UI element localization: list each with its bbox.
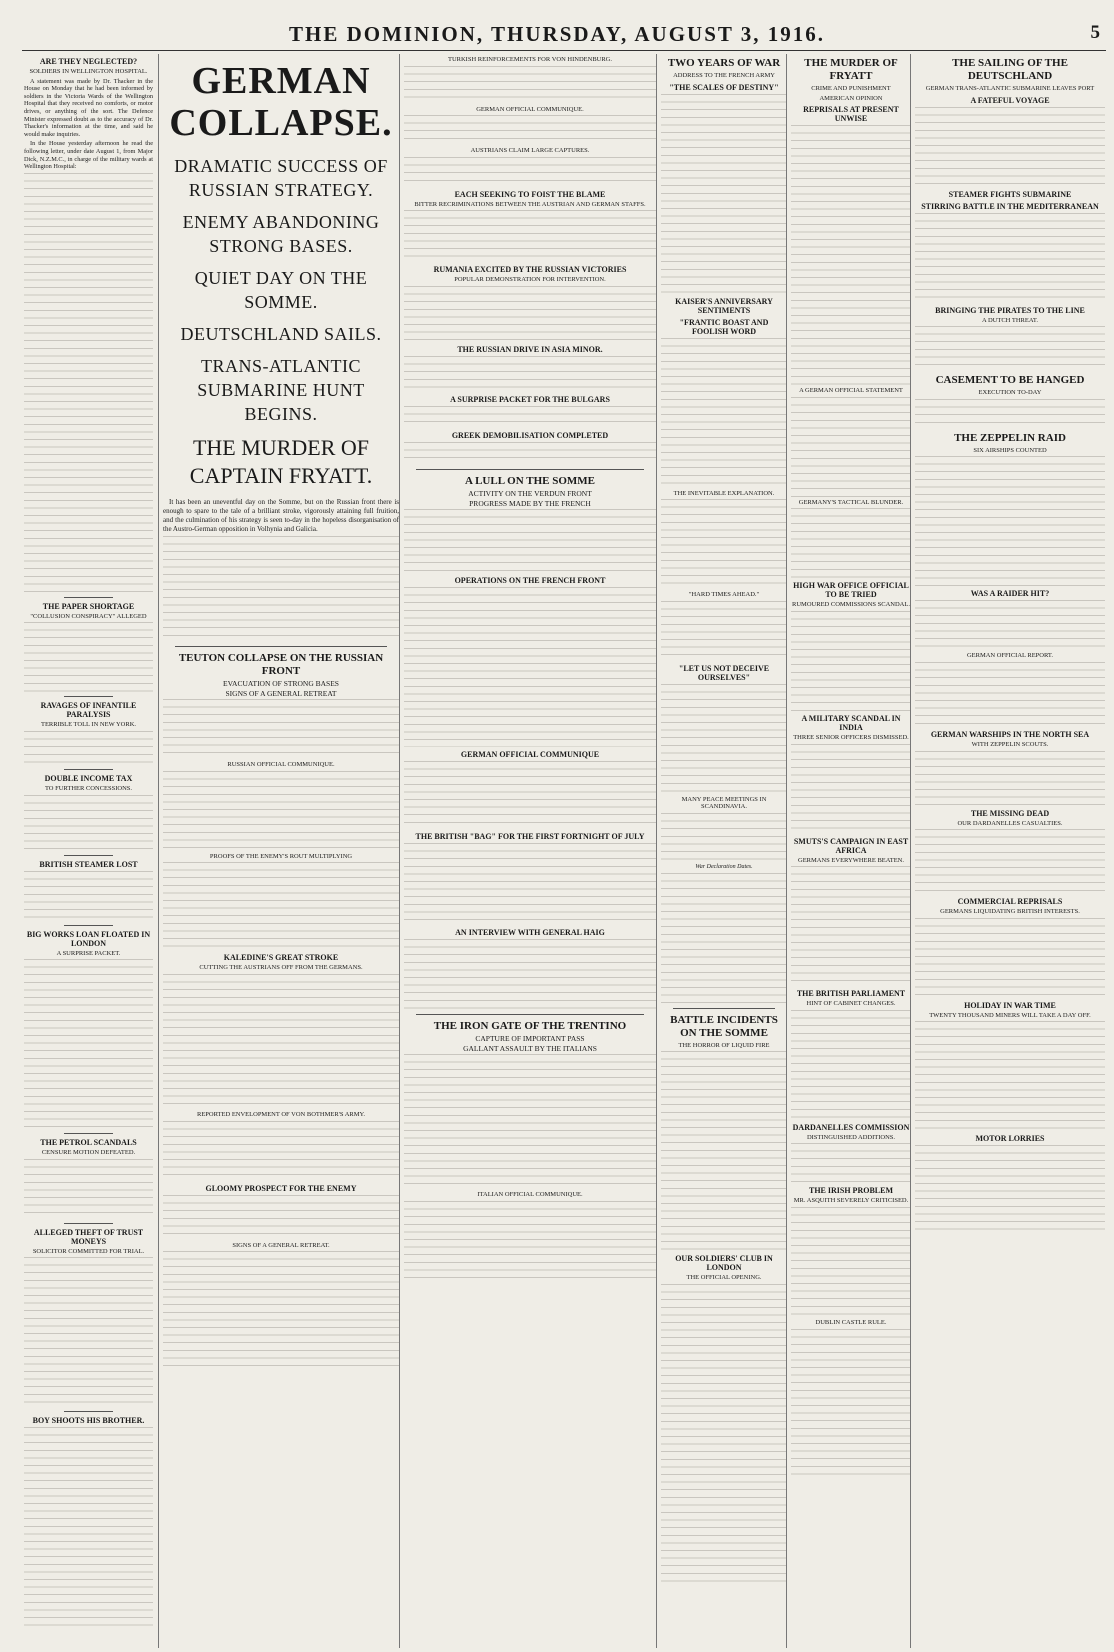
body-text-block — [915, 1145, 1105, 1235]
article-heading: BIG WORKS LOAN FLOATED IN LONDON — [26, 929, 151, 948]
article-subheading: ADDRESS TO THE FRENCH ARMY — [673, 72, 775, 79]
article-paragraph: A statement was made by Dr. Thacker in the House on Monday that he had been informed by soldiers in the Victoria Wards of the Wellington Hospital that they received no comforts, or motor drives, or anything of the sort. The Defence Minister expressed doubt as to the accuracy of Dr. Thacker's information at the time, and said he would make inquiries. — [24, 77, 153, 138]
body-text-block — [404, 587, 656, 747]
body-text-block — [915, 399, 1105, 429]
page-number: 5 — [1090, 22, 1100, 43]
article-heading: A LULL ON THE SOMME — [465, 474, 595, 487]
article-heading: OUR SOLDIERS' CLUB IN LONDON — [675, 1254, 773, 1273]
body-text-block — [661, 338, 787, 488]
divider — [64, 1411, 113, 1412]
body-text-block — [163, 974, 399, 1109]
body-text-block — [404, 286, 656, 342]
masthead — [0, 0, 1114, 48]
body-text-block — [661, 873, 787, 1003]
body-text-block — [404, 210, 656, 262]
article-heading: "LET US NOT DECEIVE OURSELVES" — [678, 663, 770, 682]
article-subheading: GERMANS EVERYWHERE BEATEN. — [798, 856, 904, 864]
article-heading: BRINGING THE PIRATES TO THE LINE — [935, 305, 1085, 315]
article-heading: THE BRITISH "BAG" FOR THE FIRST FORTNIGHT OF JULY — [415, 832, 645, 842]
article-subheading: WITH ZEPPELIN SCOUTS. — [971, 740, 1049, 748]
body-text-block — [661, 813, 787, 863]
divider — [64, 925, 113, 926]
article-subheading: REPORTED ENVELOPMENT OF VON BOTHMER'S ARMY. — [197, 1110, 365, 1118]
body-text-block — [24, 1257, 153, 1407]
article-subheading: War Declaration Dates. — [695, 863, 753, 870]
body-text-block — [791, 866, 911, 986]
article-heading: THE PAPER SHORTAGE — [42, 601, 135, 611]
article-subheading: TURKISH REINFORCEMENTS FOR VON HINDENBURG. — [447, 56, 613, 63]
body-text-block — [24, 871, 153, 921]
article-heading: OPERATIONS ON THE FRENCH FRONT — [454, 576, 606, 586]
article-subheading: A SURPRISE PACKET. — [56, 949, 121, 957]
article-heading: TEUTON COLLAPSE ON THE RUSSIAN FRONT — [178, 652, 384, 677]
body-text-block — [791, 397, 911, 497]
article-subheading: GERMANY'S TACTICAL BLUNDER. — [798, 498, 904, 506]
body-text-block — [661, 684, 787, 794]
article-subheading: SIX AIRSHIPS COUNTED — [973, 446, 1047, 454]
article-subheading: TERRIBLE TOLL IN NEW YORK. — [40, 721, 137, 729]
article-subheading: THE OFFICIAL OPENING. — [686, 1274, 762, 1282]
lead-paragraph: It has been an uneventful day on the Somme, but on the Russian front there is enough to spare to the tale of a brilliant stroke, vigorously attaining full fruition, and the culmination of his strategy is seen to-day in the hopeless disorganisation of the Austro-German opposition in Volhynia and Galicia. — [163, 498, 399, 533]
article-subheading: THE HORROR OF LIQUID FIRE — [678, 1041, 770, 1049]
body-text-block — [163, 536, 399, 641]
article-heading: EACH SEEKING TO FOIST THE BLAME — [454, 189, 606, 199]
article-subheading: DISTINGUISHED ADDITIONS. — [806, 1133, 896, 1141]
article-subheading: SIGNS OF A GENERAL RETREAT — [225, 688, 337, 698]
article-subheading: SOLICITOR COMMITTED FOR TRIAL. — [32, 1247, 145, 1255]
body-text-block — [24, 622, 153, 692]
body-text-block — [404, 356, 656, 392]
article-heading: A FATEFUL VOYAGE — [970, 95, 1050, 105]
newspaper-title: THE DOMINION, THURSDAY, AUGUST 3, 1916. — [288, 22, 826, 46]
body-text-block — [404, 66, 656, 104]
article-subheading: CRIME AND PUNISHMENT — [811, 85, 891, 92]
body-text-block — [915, 1021, 1105, 1131]
column-1 — [24, 54, 157, 1648]
article-heading: HOLIDAY IN WAR TIME — [964, 1000, 1056, 1010]
article-heading: STIRRING BATTLE IN THE MEDITERRANEAN — [921, 201, 1099, 211]
divider — [64, 597, 113, 598]
body-text-block — [404, 509, 656, 573]
article-heading: THE ZEPPELIN RAID — [954, 431, 1066, 444]
body-text-block — [661, 601, 787, 661]
body-text-block — [791, 1143, 911, 1183]
article-subheading: CENSURE MOTION DEFEATED. — [41, 1149, 136, 1157]
body-text-block — [163, 1251, 399, 1371]
headline-deck: THE MURDER OF CAPTAIN FRYATT. — [189, 435, 373, 488]
body-text-block — [404, 939, 656, 1009]
article-heading: RAVAGES OF INFANTILE PARALYSIS — [40, 701, 137, 720]
body-text-block — [661, 1051, 787, 1251]
article-subheading: POPULAR DEMONSTRATION FOR INTERVENTION. — [454, 276, 606, 284]
column-6 — [910, 54, 1109, 1648]
article-heading: ARE THEY NEGLECTED? — [39, 57, 138, 66]
body-text-block — [163, 771, 399, 851]
article-heading: RUMANIA EXCITED BY THE RUSSIAN VICTORIES — [433, 265, 627, 275]
article-subheading: A DUTCH THREAT. — [982, 316, 1038, 324]
divider — [175, 646, 387, 647]
article-heading: HIGH WAR OFFICE OFFICIAL TO BE TRIED — [793, 581, 909, 600]
body-text-block — [404, 843, 656, 925]
body-text-block — [791, 508, 911, 578]
body-text-block — [791, 125, 911, 385]
body-text-block — [163, 1121, 399, 1181]
headline-deck: DRAMATIC SUCCESS OF RUSSIAN STRATEGY. — [174, 156, 388, 200]
article-subheading: THREE SENIOR OFFICERS DISMISSED. — [793, 733, 909, 741]
divider — [416, 469, 644, 470]
article-heading: ALLEGED THEFT OF TRUST MONEYS — [33, 1227, 144, 1246]
body-text-block — [404, 157, 656, 187]
article-subheading: AUSTRIANS CLAIM LARGE CAPTURES. — [470, 147, 590, 155]
article-subheading: AMERICAN OPINION — [819, 94, 883, 102]
article-heading: DOUBLE INCOME TAX — [44, 773, 133, 783]
article-heading: THE SAILING OF THE DEUTSCHLAND — [952, 57, 1068, 82]
body-text-block — [791, 1329, 911, 1479]
article-subheading: MR. ASQUITH SEVERELY CRITICISED. — [793, 1197, 909, 1205]
article-subheading: DUBLIN CASTLE RULE. — [815, 1318, 887, 1326]
article-subheading: SOLDIERS IN WELLINGTON HOSPITAL. — [29, 68, 148, 75]
body-text-block — [661, 499, 787, 589]
article-heading: THE MURDER OF FRYATT — [804, 57, 898, 82]
divider — [64, 769, 113, 770]
article-heading: BOY SHOOTS HIS BROTHER. — [32, 1416, 145, 1426]
body-text-block — [791, 744, 911, 834]
article-heading: STEAMER FIGHTS SUBMARINE — [948, 189, 1072, 199]
body-text-block — [163, 862, 399, 950]
headline-deck: TRANS-ATLANTIC SUBMARINE HUNT BEGINS. — [197, 356, 365, 424]
body-text-block — [791, 1207, 911, 1317]
body-text-block — [404, 406, 656, 428]
article-heading: GERMAN OFFICIAL COMMUNIQUE — [460, 750, 600, 760]
body-text-block — [661, 94, 787, 294]
body-text-block — [915, 918, 1105, 998]
article-heading: TWO YEARS OF WAR — [667, 57, 781, 69]
headline-deck: QUIET DAY ON THE SOMME. — [194, 268, 368, 312]
article-heading: KAISER'S ANNIVERSARY SENTIMENTS — [675, 296, 773, 315]
article-subheading: CUTTING THE AUSTRIANS OFF FROM THE GERMANS. — [199, 964, 363, 972]
article-heading: THE IRON GATE OF THE TRENTINO — [433, 1020, 627, 1033]
divider — [64, 696, 113, 697]
article-subheading: TWENTY THOUSAND MINERS WILL TAKE A DAY OFF. — [929, 1011, 1091, 1019]
article-paragraph: In the House yesterday afternoon he read the following letter, under date August 1, from Major Dick, N.Z.M.C., in charge of the military wards at Wellington Hospital: — [24, 140, 153, 171]
article-subheading: A GERMAN OFFICIAL STATEMENT — [799, 387, 903, 395]
article-heading: AN INTERVIEW WITH GENERAL HAIG — [455, 928, 605, 938]
divider — [64, 1223, 113, 1224]
body-text-block — [24, 173, 153, 593]
body-text-block — [915, 662, 1105, 727]
article-heading: A SURPRISE PACKET FOR THE BULGARS — [450, 394, 610, 404]
column-3 — [399, 54, 660, 1648]
article-heading: DARDANELLES COMMISSION — [792, 1122, 910, 1132]
column-5 — [786, 54, 915, 1648]
article-subheading: GERMAN OFFICIAL REPORT. — [966, 652, 1054, 660]
body-text-block — [915, 829, 1105, 894]
article-subheading: OUR DARDANELLES CASUALTIES. — [957, 819, 1063, 827]
article-heading: GERMAN WARSHIPS IN THE NORTH SEA — [930, 729, 1090, 739]
article-subheading: SIGNS OF A GENERAL RETREAT. — [232, 1241, 330, 1249]
body-text-block — [404, 761, 656, 829]
headline-deck: ENEMY ABANDONING STRONG BASES. — [182, 212, 380, 256]
body-text-block — [915, 456, 1105, 586]
article-heading: A MILITARY SCANDAL IN INDIA — [801, 713, 901, 732]
article-subheading: GALLANT ASSAULT BY THE ITALIANS — [463, 1043, 597, 1053]
body-text-block — [915, 751, 1105, 806]
body-text-block — [915, 213, 1105, 303]
article-subheading: EXECUTION TO-DAY — [978, 389, 1042, 397]
article-heading: GREEK DEMOBILISATION COMPLETED — [451, 430, 609, 440]
body-text-block — [915, 107, 1105, 187]
body-text-block — [404, 115, 656, 145]
body-text-block — [404, 1201, 656, 1281]
article-subheading: "COLLUSION CONSPIRACY" ALLEGED — [30, 612, 147, 620]
body-text-block — [163, 1195, 399, 1240]
body-text-block — [24, 959, 153, 1129]
body-text-block — [915, 326, 1105, 371]
body-text-block — [163, 699, 399, 759]
masthead-rule — [22, 50, 1106, 51]
article-subheading: GERMAN OFFICIAL COMMUNIQUE. — [476, 105, 584, 113]
article-subheading: THE INEVITABLE EXPLANATION. — [673, 489, 775, 497]
article-heading: CASEMENT TO BE HANGED — [935, 374, 1085, 387]
body-text-block — [24, 1427, 153, 1627]
article-heading: "THE SCALES OF DESTINY" — [669, 82, 779, 92]
article-subheading: RUMOURED COMMISSIONS SCANDAL. — [792, 601, 910, 609]
body-text-block — [24, 1159, 153, 1219]
article-subheading: BITTER RECRIMINATIONS BETWEEN THE AUSTRIAN AND GERMAN STAFFS. — [414, 200, 646, 208]
body-text-block — [404, 442, 656, 464]
article-subheading: GERMANS LIQUIDATING BRITISH INTERESTS. — [940, 908, 1080, 916]
article-subheading: "HARD TIMES AHEAD." — [688, 591, 760, 599]
article-heading: KALEDINE'S GREAT STROKE — [223, 953, 339, 963]
article-heading: SMUTS'S CAMPAIGN IN EAST AFRICA — [793, 836, 909, 855]
column-2 — [158, 54, 403, 1648]
article-subheading: CAPTURE OF IMPORTANT PASS — [475, 1034, 585, 1044]
article-subheading: TO FURTHER CONCESSIONS. — [44, 784, 133, 792]
article-heading: REPRISALS AT PRESENT UNWISE — [803, 105, 899, 124]
article-subheading: PROGRESS MADE BY THE FRENCH — [469, 498, 591, 508]
body-text-block — [791, 1010, 911, 1120]
article-heading: THE BRITISH PARLIAMENT — [796, 989, 906, 999]
article-subheading: RUSSIAN OFFICIAL COMMUNIQUE. — [227, 761, 335, 769]
article-heading: COMMERCIAL REPRISALS — [957, 897, 1063, 907]
article-heading: THE MISSING DEAD — [970, 808, 1050, 818]
divider — [64, 855, 113, 856]
article-heading: WAS A RAIDER HIT? — [970, 589, 1050, 599]
article-heading: BRITISH STEAMER LOST — [39, 859, 138, 869]
article-heading: MOTOR LORRIES — [975, 1134, 1045, 1144]
article-subheading: PROOFS OF THE ENEMY'S ROUT MULTIPLYING — [209, 852, 353, 860]
article-subheading: EVACUATION OF STRONG BASES — [223, 679, 339, 688]
article-heading: "FRANTIC BOAST AND FOOLISH WORD — [679, 317, 769, 336]
article-subheading: ITALIAN OFFICIAL COMMUNIQUE. — [477, 1191, 583, 1199]
article-heading: THE IRISH PROBLEM — [808, 1186, 893, 1196]
article-subheading: ACTIVITY ON THE VERDUN FRONT — [468, 488, 592, 498]
body-text-block — [24, 731, 153, 765]
article-subheading: HINT OF CABINET CHANGES. — [806, 1000, 896, 1008]
body-text-block — [24, 795, 153, 851]
divider — [64, 1133, 113, 1134]
divider — [673, 1008, 775, 1009]
article-heading: GLOOMY PROSPECT FOR THE ENEMY — [205, 1183, 357, 1193]
body-text-block — [791, 611, 911, 711]
body-text-block — [404, 1054, 656, 1189]
column-4 — [656, 54, 791, 1648]
headline-deck: DEUTSCHLAND SAILS. — [180, 324, 382, 344]
article-heading: THE PETROL SCANDALS — [40, 1138, 137, 1148]
body-text-block — [661, 1284, 787, 1584]
article-subheading: MANY PEACE MEETINGS IN SCANDINAVIA. — [681, 795, 767, 811]
article-heading: THE RUSSIAN DRIVE IN ASIA MINOR. — [457, 344, 603, 354]
divider — [416, 1014, 644, 1015]
body-text-block — [915, 600, 1105, 650]
article-heading: BATTLE INCIDENTS ON THE SOMME — [670, 1013, 778, 1039]
article-subheading: GERMAN TRANS-ATLANTIC SUBMARINE LEAVES PORT — [925, 85, 1095, 92]
main-headline: GERMAN COLLAPSE. — [169, 60, 393, 144]
